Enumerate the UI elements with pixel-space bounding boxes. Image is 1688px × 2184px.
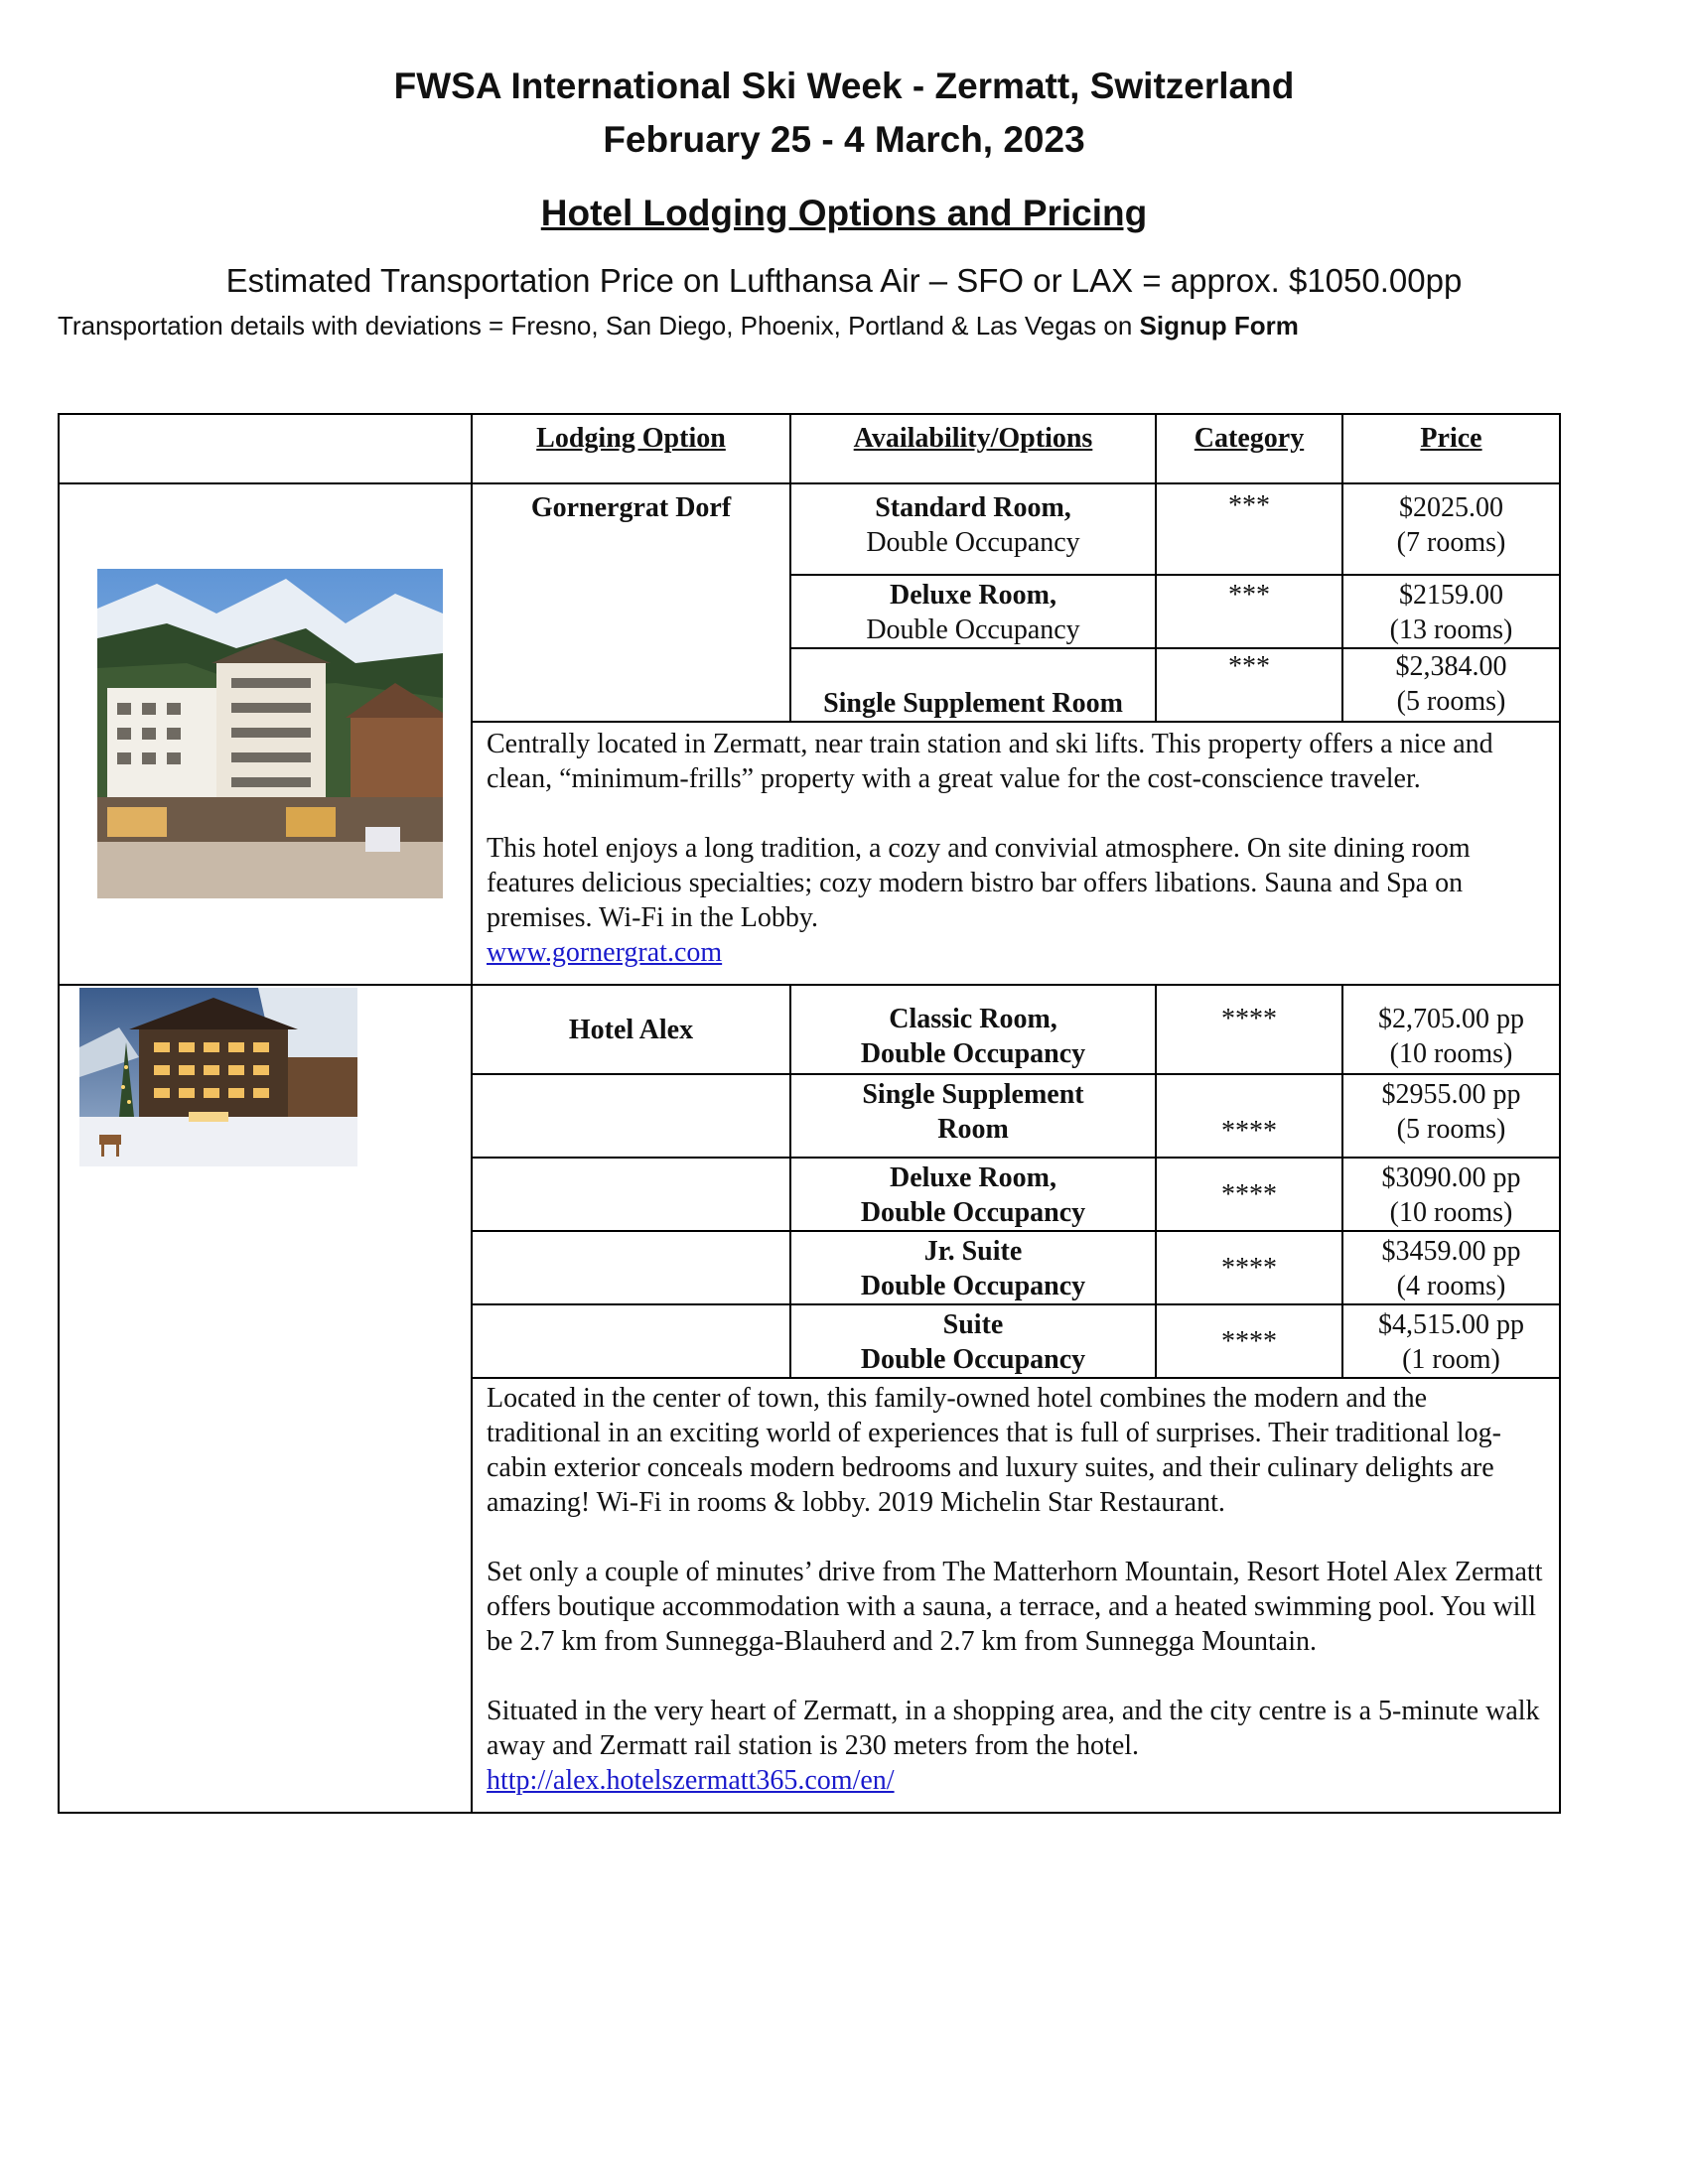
hotel-alex-photo (79, 988, 357, 1166)
hotel-photo-cell (59, 483, 472, 985)
rooms-available: (10 rooms) (1389, 1197, 1513, 1228)
price-value: $3090.00 pp (1381, 1162, 1521, 1193)
room-price (1342, 1158, 1560, 1231)
table-row (59, 985, 1560, 1074)
description-paragraph (487, 831, 1545, 970)
lodging-table (58, 413, 1561, 1814)
room-occupancy: Double Occupancy (866, 527, 1080, 558)
price-value: $2025.00 (1399, 492, 1503, 523)
rooms-available: (7 rooms) (1396, 527, 1506, 558)
room-category: **** (1156, 1304, 1342, 1378)
room-occupancy: Single Supplement Room (823, 688, 1123, 719)
price-value: $2159.00 (1399, 580, 1503, 611)
hotel-name-blank (472, 1158, 790, 1231)
room-category: **** (1156, 985, 1342, 1074)
price-value: $4,515.00 pp (1378, 1309, 1524, 1340)
room-category: **** (1156, 1231, 1342, 1304)
price-value: $2955.00 pp (1381, 1079, 1521, 1110)
room-category: **** (1156, 1074, 1342, 1158)
header-availability: Availability/Options (790, 414, 1156, 483)
description-text: This hotel enjoys a long tradition, a cozy and convivial atmosphere. On site dining room features delicious specialties; cozy modern bistro bar offers libations. Sauna and Spa on premises. Wi-Fi in the Lobby. (487, 833, 1471, 933)
room-occupancy: Room (937, 1114, 1009, 1145)
description-paragraph (487, 1694, 1545, 1798)
hotel-website-link[interactable]: www.gornergrat.com (487, 937, 723, 968)
room-type: Deluxe Room, (890, 580, 1056, 611)
header-blank (59, 414, 472, 483)
hotel-name-gornergrat: Gornergrat Dorf (472, 483, 790, 722)
header-price: Price (1342, 414, 1560, 483)
room-price (1342, 648, 1560, 722)
room-occupancy: Double Occupancy (860, 1197, 1086, 1228)
room-type: Deluxe Room, (890, 1162, 1056, 1193)
description-text: Situated in the very heart of Zermatt, in a shopping area, and the city centre is a 5-minute walk away and Zermatt rail station is 230 meters from the hotel. (487, 1696, 1540, 1761)
price-value: $2,384.00 (1395, 651, 1507, 682)
room-price (1342, 575, 1560, 648)
room-category: *** (1156, 483, 1342, 575)
price-value: $2,705.00 pp (1378, 1004, 1524, 1034)
room-occupancy: Double Occupancy (860, 1038, 1086, 1069)
table-row (59, 483, 1560, 575)
room-option (790, 985, 1156, 1074)
section-subtitle: Hotel Lodging Options and Pricing (540, 193, 1148, 233)
transport-details (58, 308, 1299, 343)
room-option (790, 1158, 1156, 1231)
hotel-name-blank (472, 1231, 790, 1304)
room-price (1342, 985, 1560, 1074)
room-option (790, 1074, 1156, 1158)
hotel-name-blank (472, 1304, 790, 1378)
hotel-name-blank (472, 1074, 790, 1158)
header-category: Category (1156, 414, 1342, 483)
room-price (1342, 483, 1560, 575)
rooms-available: (5 rooms) (1396, 1114, 1506, 1145)
rooms-available: (5 rooms) (1396, 686, 1506, 717)
room-option (790, 1304, 1156, 1378)
transport-estimate: Estimated Transportation Price on Lufthansa Air – SFO or LAX = approx. $1050.00pp (225, 262, 1463, 299)
room-option (790, 483, 1156, 575)
room-category: **** (1156, 1158, 1342, 1231)
room-category: *** (1156, 648, 1342, 722)
room-type (791, 651, 1155, 686)
room-type: Classic Room, (889, 1004, 1057, 1034)
room-occupancy: Double Occupancy (860, 1344, 1086, 1375)
description-paragraph: Located in the center of town, this family-owned hotel combines the modern and the traditional in an exciting world of experiences that is full of surprises. Their traditional log-cabin exterior conceals modern bedrooms and luxury suites, and their culinary delights are amazing! Wi-Fi in rooms & lobby. 2019 Michelin Star Restaurant. (487, 1383, 1501, 1518)
room-option (790, 1231, 1156, 1304)
hotel-description (472, 722, 1560, 985)
room-type: Jr. Suite (923, 1236, 1023, 1267)
room-type: Single Supplement (862, 1079, 1084, 1110)
room-occupancy: Double Occupancy (866, 614, 1080, 645)
description-paragraph: Centrally located in Zermatt, near train station and ski lifts. This property offers a nice and clean, “minimum-frills” property with a great value for the cost-conscience traveler. (487, 729, 1493, 794)
room-option (790, 575, 1156, 648)
transport-details-text: Transportation details with deviations = Fresno, San Diego, Phoenix, Portland & Las Vegas on (58, 311, 1140, 341)
signup-form-label: Signup Form (1139, 311, 1299, 341)
rooms-available: (1 room) (1402, 1344, 1500, 1375)
room-option (790, 648, 1156, 722)
hotel-name-alex: Hotel Alex (472, 985, 790, 1074)
rooms-available: (10 rooms) (1389, 1038, 1513, 1069)
rooms-available: (13 rooms) (1389, 614, 1513, 645)
room-price (1342, 1074, 1560, 1158)
room-category: *** (1156, 575, 1342, 648)
hotel-website-link[interactable]: http://alex.hotelszermatt365.com/en/ (487, 1765, 895, 1796)
gornergrat-hotel-photo (97, 569, 443, 898)
room-price (1342, 1304, 1560, 1378)
document-title: FWSA International Ski Week - Zermatt, Switzerland (393, 66, 1295, 106)
rooms-available: (4 rooms) (1396, 1271, 1506, 1301)
header-lodging-option: Lodging Option (472, 414, 790, 483)
hotel-description (472, 1378, 1560, 1813)
price-value: $3459.00 pp (1381, 1236, 1521, 1267)
table-header-row (59, 414, 1560, 483)
room-price (1342, 1231, 1560, 1304)
room-occupancy: Double Occupancy (860, 1271, 1086, 1301)
hotel-photo-cell (59, 985, 472, 1813)
event-dates: February 25 - 4 March, 2023 (603, 119, 1085, 160)
room-type: Suite (942, 1309, 1004, 1340)
description-paragraph: Set only a couple of minutes’ drive from The Matterhorn Mountain, Resort Hotel Alex Zermatt offers boutique accommodation with a sauna, a terrace, and a heated swimming pool. You will be 2.7 km from Sunnegga-Blauherd and 2.7 km from Sunnegga Mountain. (487, 1557, 1543, 1657)
room-type: Standard Room, (875, 492, 1071, 523)
